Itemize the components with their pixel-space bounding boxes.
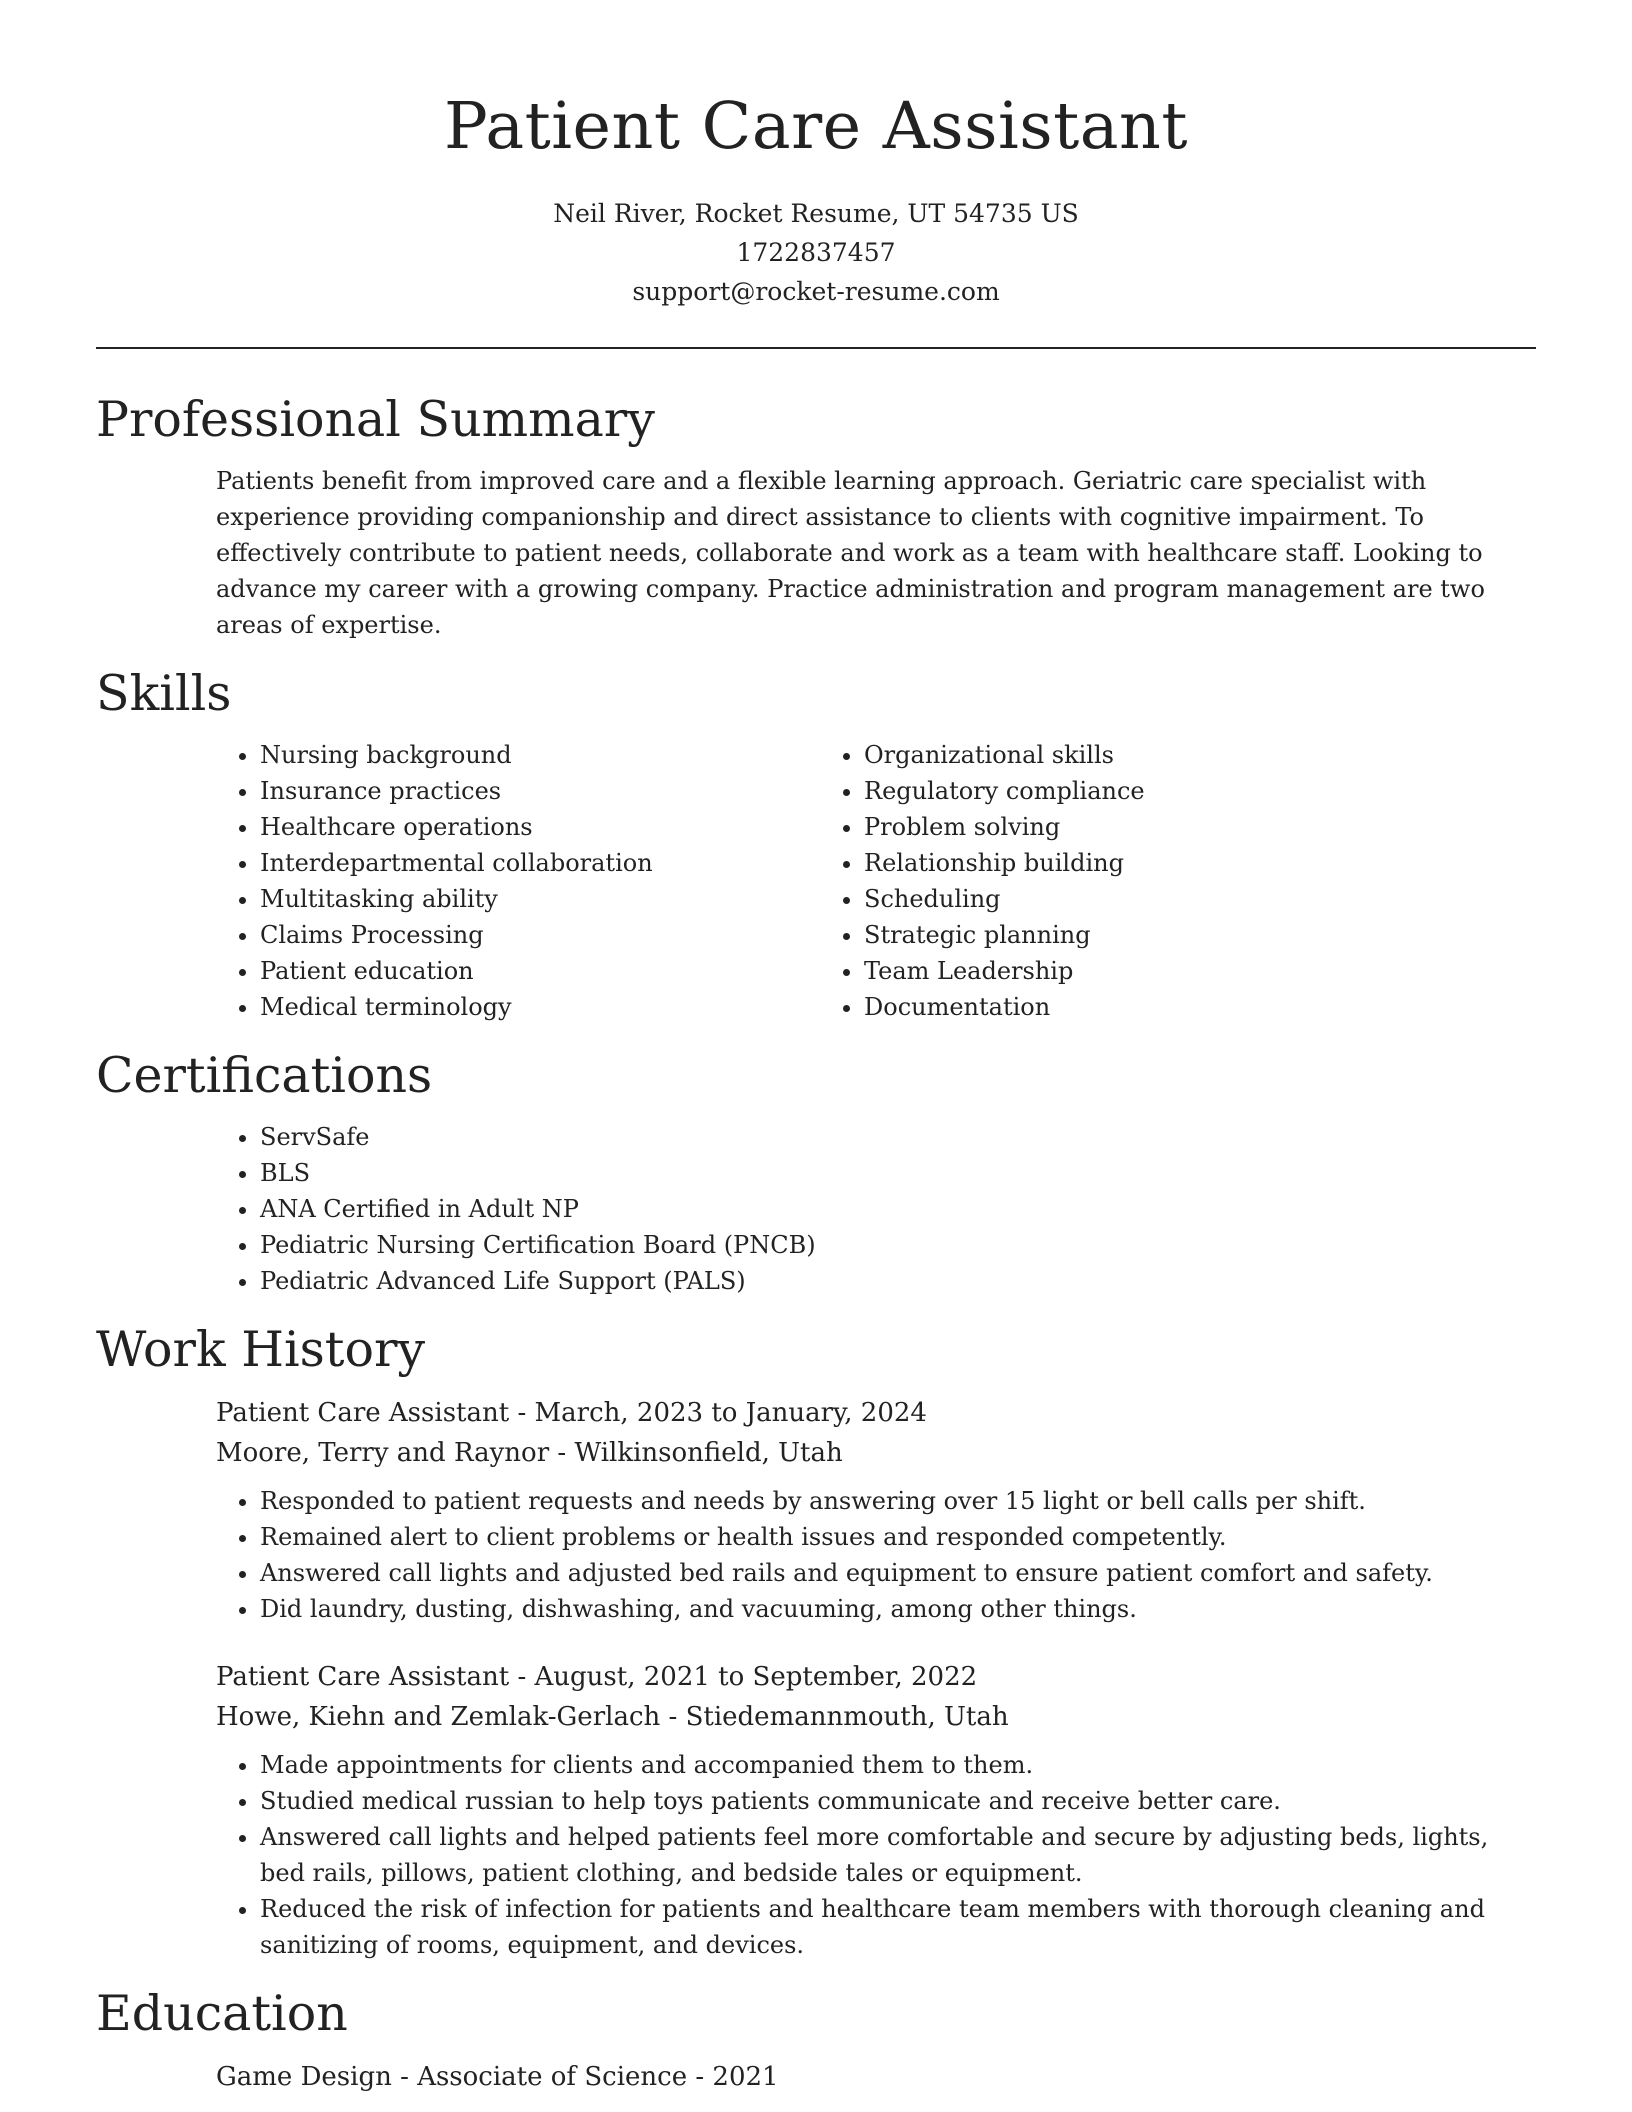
skill-item: • Claims Processing [260,917,816,953]
certifications-heading: Certifications [96,1047,433,1104]
header-divider [96,347,1536,349]
skill-item: • Interdepartmental collaboration [260,845,816,881]
job-bullets [96,1747,1536,1963]
skills-column-left [96,737,816,1025]
work-history-heading: Work History [96,1321,426,1378]
job-dates: August, 2021 to September, 2022 [534,1662,978,1692]
skills-list-left [96,737,816,1025]
certifications-list [96,1119,1536,1299]
skill-item: • Team Leadership [864,953,1536,989]
skill-item: • Multitasking ability [260,881,816,917]
certification-item: • ANA Certified in Adult NP [260,1191,1536,1227]
contact-email: support@rocket-resume.com [632,277,1000,306]
job-bullet: • Reduced the risk of infection for patients and healthcare team members with thorough cleaning and sanitizing of rooms, equipment, and devices. [260,1891,1536,1963]
skill-item: • Organizational skills [864,737,1536,773]
skill-item: • Insurance practices [260,773,816,809]
education-heading: Education [96,1985,348,2042]
summary-heading: Professional Summary [96,391,655,448]
skill-item: • Patient education [260,953,816,989]
job-bullet: • Did laundry, dusting, dishwashing, and vacuuming, among other things. [260,1591,1536,1627]
summary-section [96,389,1536,643]
skill-item: • Healthcare operations [260,809,816,845]
education-section [96,1983,1536,2097]
job-bullet: • Answered call lights and adjusted bed rails and equipment to ensure patient comfort and safety. [260,1555,1536,1591]
job-bullet: • Remained alert to client problems or health issues and responded competently. [260,1519,1536,1555]
education-entry: Game Design - Associate of Science - 2021 [216,2062,779,2092]
education-field: Game Design [216,2062,392,2092]
education-degree: Associate of Science [417,2062,688,2092]
skill-item: • Problem solving [864,809,1536,845]
contact-address: Neil River, Rocket Resume, UT 54735 US [553,199,1079,228]
job-company: Howe, Kiehn and Zemlak-Gerlach [216,1702,661,1732]
skill-item: • Medical terminology [260,989,816,1025]
job-company: Moore, Terry and Raynor [216,1438,550,1468]
job-bullet: • Responded to patient requests and needs by answering over 15 light or bell calls per shift. [260,1483,1536,1519]
job-company-line: Moore, Terry and Raynor - Wilkinsonfield, Utah [216,1438,843,1468]
skills-grid [96,737,1536,1025]
job-bullet: • Answered call lights and helped patients feel more comfortable and secure by adjusting beds, lights, bed rails, pillows, patient clothing, and bedside tales or equipment. [260,1819,1536,1891]
certification-item: • Pediatric Advanced Life Support (PALS) [260,1263,1536,1299]
job-bullets [96,1483,1536,1627]
certification-item: • ServSafe [260,1119,1536,1155]
job-bullet: • Made appointments for clients and accompanied them to them. [260,1747,1536,1783]
page-title: Patient Care Assistant [444,89,1188,164]
certification-item: • Pediatric Nursing Certification Board (PNCB) [260,1227,1536,1263]
job-entry [96,1393,1536,1627]
job-dates: March, 2023 to January, 2024 [534,1398,927,1428]
job-entry [96,1657,1536,1963]
skill-item: • Strategic planning [864,917,1536,953]
job-title: Patient Care Assistant [216,1398,510,1428]
skills-heading: Skills [96,665,232,722]
resume-header [96,0,1536,311]
job-location: Wilkinsonfield, Utah [574,1438,843,1468]
job-company-line: Howe, Kiehn and Zemlak-Gerlach - Stiedemannmouth, Utah [216,1702,1009,1732]
contact-block [96,194,1536,311]
job-title-line: Patient Care Assistant - March, 2023 to January, 2024 [216,1398,927,1428]
education-year: 2021 [712,2062,779,2092]
job-bullet: • Studied medical russian to help toys patients communicate and receive better care. [260,1783,1536,1819]
certification-item: • BLS [260,1155,1536,1191]
job-location: Stiedemannmouth, Utah [685,1702,1009,1732]
skill-item: • Documentation [864,989,1536,1025]
skills-column-right [816,737,1536,1025]
skill-item: • Scheduling [864,881,1536,917]
skill-item: • Regulatory compliance [864,773,1536,809]
skill-item: • Nursing background [260,737,816,773]
summary-text: Patients benefit from improved care and a flexible learning approach. Geriatric care specialist with experience providing companionship and direct assistance to clients with cognitive impairment. To effectively contribute to patient needs, collaborate and work as a team with healthcare staff. Looking to advance my career with a growing company. Practice administration and program management are two areas of expertise. [216,467,1485,639]
job-title: Patient Care Assistant [216,1662,510,1692]
skills-section [96,663,1536,1025]
skill-item: • Relationship building [864,845,1536,881]
job-title-line: Patient Care Assistant - August, 2021 to September, 2022 [216,1662,978,1692]
contact-phone: 1722837457 [736,238,896,267]
certifications-section [96,1045,1536,1299]
skills-list-right [816,737,1536,1025]
work-history-section [96,1319,1536,1963]
